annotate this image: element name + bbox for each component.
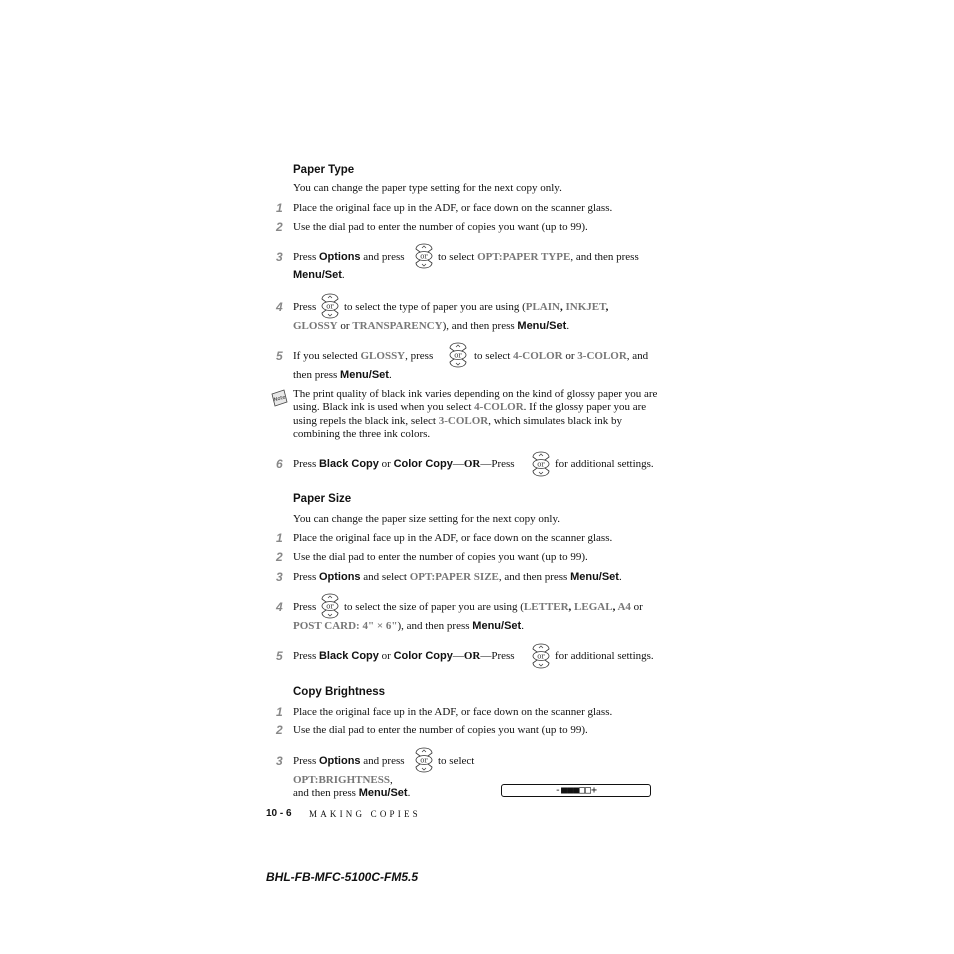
step-number: 4 — [276, 300, 283, 314]
step-text: Press Options and press — [293, 755, 405, 767]
navigation-dial-icon — [320, 293, 340, 319]
options-key-label: Options — [318, 251, 361, 263]
navigation-dial-icon — [414, 747, 434, 773]
step-number: 6 — [276, 457, 283, 471]
step-text: Press Black Copy or Color Copy—OR—Press — [293, 650, 515, 662]
note-text: The print quality of black ink varies depending on the kind of glossy paper you are using. Black ink is used when you select 4-COLOR. If the glossy paper you are using repels the black ink, select 3-COLOR, which simulates black ink by combining the three ink colors. — [293, 388, 658, 440]
step-text: to select OPT:PAPER TYPE, and then press — [438, 251, 639, 263]
step-text: Press Options and press — [293, 251, 405, 263]
step-text: Use the dial pad to enter the number of copies you want (up to 99). — [293, 221, 588, 233]
navigation-dial-icon — [531, 451, 551, 477]
step-number: 3 — [276, 250, 283, 264]
section-heading-copy-brightness: Copy Brightness — [293, 686, 386, 698]
navigation-dial-icon — [448, 342, 468, 368]
step-text: Press — [293, 301, 317, 313]
step-number: 3 — [276, 570, 283, 584]
step-number: 3 — [276, 754, 283, 768]
step-number: 4 — [276, 600, 283, 614]
step-text: If you selected GLOSSY, press — [293, 350, 434, 362]
page-number: 10 - 6 — [266, 808, 292, 819]
navigation-dial-icon — [414, 243, 434, 269]
menu-set-key-label: Menu/Set — [293, 269, 342, 281]
chapter-title: MAKING COPIES — [309, 809, 421, 819]
lcd-brightness-display: -■■■□□+ — [501, 784, 651, 797]
step-number: 1 — [276, 201, 283, 215]
step-text: Menu/Set. — [293, 269, 345, 281]
step-number: 5 — [276, 649, 283, 663]
step-text: then press Menu/Set. — [293, 369, 392, 381]
step-number: 5 — [276, 349, 283, 363]
step-text: Use the dial pad to enter the number of copies you want (up to 99). — [293, 724, 588, 736]
step-text: to select the type of paper you are using (PLAIN, INKJET, — [344, 301, 609, 313]
step-number: 1 — [276, 705, 283, 719]
step-text: for additional settings. — [555, 458, 654, 470]
step-number: 1 — [276, 531, 283, 545]
step-number: 2 — [276, 723, 283, 737]
step-text: Press — [293, 601, 317, 613]
step-number: 2 — [276, 220, 283, 234]
step-text: Use the dial pad to enter the number of copies you want (up to 99). — [293, 551, 588, 563]
section-heading-paper-size: Paper Size — [293, 493, 352, 505]
step-text: OPT:BRIGHTNESS, — [293, 774, 393, 786]
step-text: Press Options and select OPT:PAPER SIZE, and then press Menu/Set. — [293, 571, 622, 583]
step-text: Press Black Copy or Color Copy—OR—Press — [293, 458, 515, 470]
note-icon — [269, 388, 289, 408]
svg-text:Note: Note — [273, 394, 287, 404]
section-heading-paper-type: Paper Type — [293, 164, 355, 176]
step-text: for additional settings. — [555, 650, 654, 662]
step-text: to select the size of paper you are using (LETTER, LEGAL, A4 or — [344, 601, 643, 613]
step-text: to select — [438, 755, 475, 767]
step-text: and then press Menu/Set. — [293, 787, 411, 799]
step-text: Place the original face up in the ADF, or face down on the scanner glass. — [293, 706, 613, 718]
step-text: Place the original face up in the ADF, or face down on the scanner glass. — [293, 202, 613, 214]
paper-type-intro: You can change the paper type setting for the next copy only. — [293, 182, 562, 194]
document-id: BHL-FB-MFC-5100C-FM5.5 — [266, 870, 419, 884]
navigation-dial-icon — [320, 593, 340, 619]
step-text: POST CARD: 4" × 6"), and then press Menu/Set. — [293, 620, 524, 632]
navigation-dial-icon — [531, 643, 551, 669]
step-text: GLOSSY or TRANSPARENCY), and then press Menu/Set. — [293, 320, 570, 332]
step-text: Place the original face up in the ADF, or face down on the scanner glass. — [293, 532, 613, 544]
paper-size-intro: You can change the paper size setting for the next copy only. — [293, 513, 560, 525]
step-text: to select 4-COLOR or 3-COLOR, and — [474, 350, 649, 362]
step-number: 2 — [276, 550, 283, 564]
